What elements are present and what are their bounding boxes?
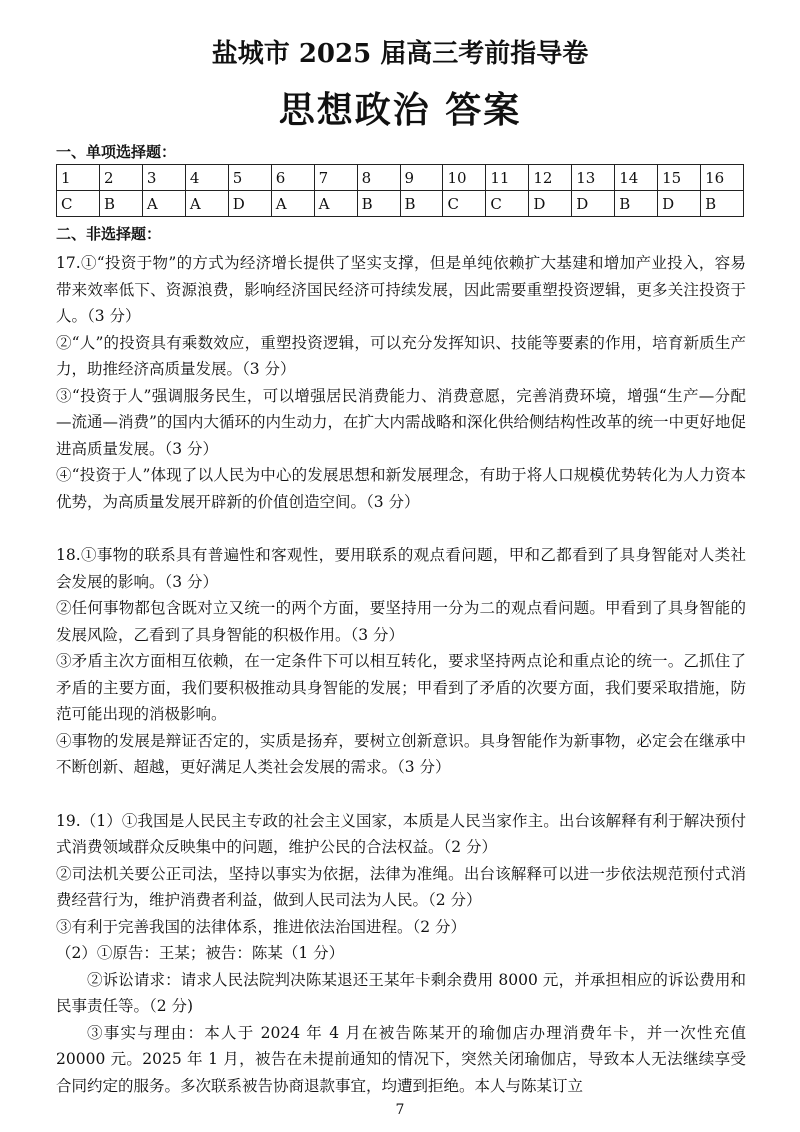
page-number: 7 (395, 1102, 405, 1118)
answer-letter: A (142, 191, 185, 217)
q18-point: 18.①事物的联系具有普遍性和客观性，要用联系的观点看问题，甲和乙都看到了具身智能对人类社会发展的影响。（3 分） (56, 546, 746, 591)
q17-point: ③“投资于人”强调服务民生，可以增强居民消费能力、消费意愿，完善消费环境，增强“生产—分配—流通—消费”的国内大循环的内生动力，在扩大内需战略和深化供给侧结构性改革的统一中更好地促进高质量发展。（3 分） (56, 386, 746, 458)
question-number: 4 (185, 165, 228, 191)
answer-letter: C (443, 191, 486, 217)
answer-letter: A (314, 191, 357, 217)
question-number: 15 (658, 165, 701, 191)
question-number: 11 (486, 165, 529, 191)
answer-letter: D (572, 191, 615, 217)
answer-table-answer-row (57, 191, 744, 217)
q17-point: 17.①“投资于物”的方式为经济增长提供了坚实支撑，但是单纯依赖扩大基建和增加产业投入，容易带来效率低下、资源浪费，影响经济国民经济可持续发展，因此需要重塑投资逻辑，更多关注投资于人。（3 分） (56, 254, 746, 325)
q18-point: ③矛盾主次方面相互依赖，在一定条件下可以相互转化，要求坚持两点论和重点论的统一。乙抓住了矛盾的主要方面，我们要积极推动具身智能的发展；甲看到了矛盾的次要方面，我们要采取措施，防范可能出现的消极影响。 (56, 652, 746, 723)
q19-point: ③有利于完善我国的法律体系，推进依法治国进程。（2 分） (56, 917, 467, 936)
answer-letter: D (228, 191, 271, 217)
question-number: 8 (357, 165, 400, 191)
question-number: 2 (99, 165, 142, 191)
q19-point: （2）①原告：王某；被告：陈某（1 分） (56, 944, 345, 962)
q19-point: ③事实与理由：本人于 2024 年 4 月在被告陈某开的瑜伽店办理消费年卡，并一次性充值 20000 元。2025 年 1 月，被告在未提前通知的情况下，突然关闭瑜伽店，导致本人无法继续享受合同约定的服务。多次联系被告协商退款事宜，均遭到拒绝。本人与陈某订立 (56, 1023, 746, 1095)
question-number: 12 (529, 165, 572, 191)
answer-letter: B (615, 191, 658, 217)
q19-point: 19.（1）①我国是人民民主专政的社会主义国家，本质是人民当家作主。出台该解释有利于解决预付式消费领域群众反映集中的问题，维护公民的合法权益。（2 分） (56, 811, 746, 856)
answer-table (56, 164, 744, 217)
document-title: 盐城市 2025 届高三考前指导卷 (211, 39, 589, 69)
q19-point: ②司法机关要公正司法，坚持以事实为依据，法律为准绳。出台该解释可以进一步依法规范预付式消费经营行为，维护消费者利益，做到人民司法为人民。（2 分） (56, 864, 746, 909)
paragraph-gap (56, 515, 746, 542)
answer-letter: C (486, 191, 529, 217)
question-number: 16 (701, 165, 744, 191)
question-number: 14 (615, 165, 658, 191)
section-heading-choice: 一、单项选择题： (56, 143, 177, 161)
question-number: 5 (228, 165, 271, 191)
answer-letter: C (57, 191, 100, 217)
answer-letter: B (400, 191, 443, 217)
q19-point: ②诉讼请求：请求人民法院判决陈某退还王某年卡剩余费用 8000 元，并承担相应的诉讼费用和民事责任等。（2 分) (56, 970, 746, 1015)
answer-table-number-row (57, 165, 744, 191)
answer-letter: B (357, 191, 400, 217)
document-subtitle: 思想政治 答案 (278, 89, 522, 131)
q18-point: ②任何事物都包含既对立又统一的两个方面，要坚持用一分为二的观点看问题。甲看到了具身智能的发展风险，乙看到了具身智能的积极作用。（3 分） (56, 599, 746, 644)
question-number: 7 (314, 165, 357, 191)
paragraph-gap (56, 781, 746, 808)
answer-letter: A (271, 191, 314, 217)
q18-point: ④事物的发展是辩证否定的，实质是扬弃，要树立创新意识。具身智能作为新事物，必定会在继承中不断创新、超越，更好满足人类社会发展的需求。（3 分） (56, 731, 746, 776)
question-number: 13 (572, 165, 615, 191)
question-number: 6 (271, 165, 314, 191)
q17-point: ②“人”的投资具有乘数效应，重塑投资逻辑，可以充分发挥知识、技能等要素的作用，培育新质生产力，助推经济高质量发展。（3 分） (56, 333, 746, 378)
answer-body (56, 250, 746, 1099)
answer-letter: D (658, 191, 701, 217)
answer-letter: A (185, 191, 228, 217)
question-number: 3 (142, 165, 185, 191)
answer-letter: B (701, 191, 744, 217)
question-number: 9 (400, 165, 443, 191)
section-heading-open: 二、非选择题： (56, 225, 162, 243)
answer-letter: B (99, 191, 142, 217)
q17-point: ④“投资于人”体现了以人民为中心的发展思想和新发展理念，有助于将人口规模优势转化为人力资本优势，为高质量发展开辟新的价值创造空间。（3 分） (56, 466, 746, 511)
answer-letter: D (529, 191, 572, 217)
question-number: 10 (443, 165, 486, 191)
question-number: 1 (57, 165, 100, 191)
